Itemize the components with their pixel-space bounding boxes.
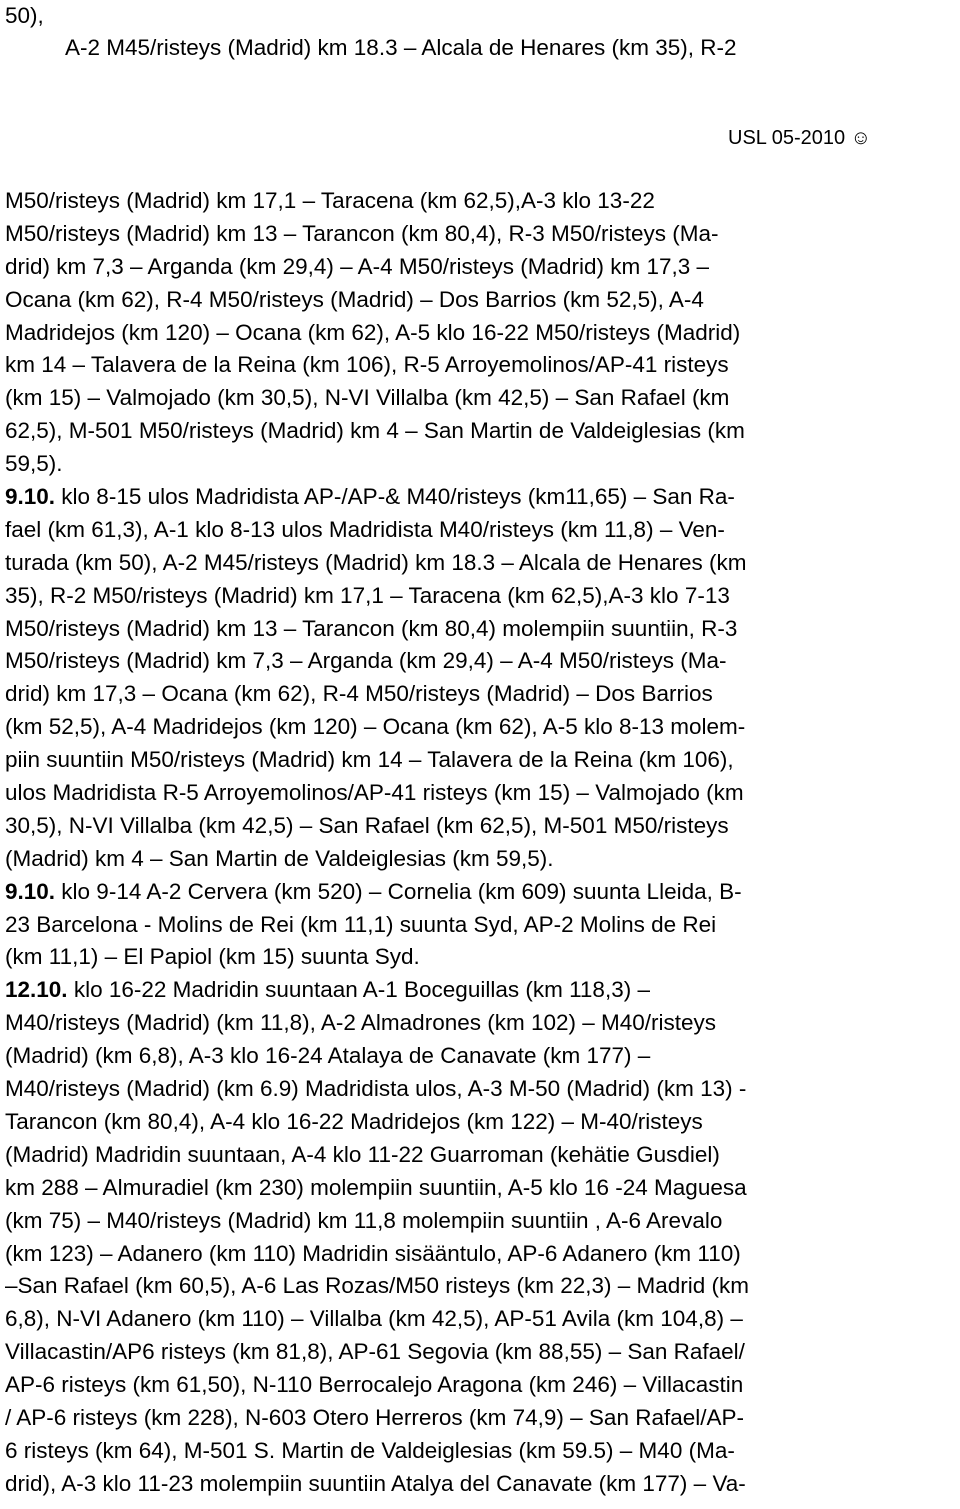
- text-line: Villacastin/AP6 risteys (km 81,8), AP-61 Segovia (km 88,55) – San Rafael/: [5, 1339, 745, 1365]
- text-line: drid), A-3 klo 11-23 molempiin suuntiin Atalya del Canavate (km 177) – Va-: [5, 1470, 746, 1496]
- text-line: 6,8), N-VI Adanero (km 110) – Villalba (km 42,5), AP-51 Avila (km 104,8) –: [5, 1306, 743, 1332]
- text-line: fael (km 61,3), A-1 klo 8-13 ulos Madridista M40/risteys (km 11,8) – Ven-: [5, 516, 725, 542]
- date-marker: 9.10.: [5, 484, 56, 510]
- text-line: AP-6 risteys (km 61,50), N-110 Berrocalejo Aragona (km 246) – Villacastin: [5, 1372, 744, 1398]
- text-line: M50/risteys (Madrid) km 13 – Tarancon (km 80,4) molempiin suuntiin, R-3: [5, 615, 738, 641]
- text-line: drid) km 7,3 – Arganda (km 29,4) – A-4 M50/risteys (Madrid) km 17,3 –: [5, 253, 710, 279]
- text-line: 59,5).: [5, 451, 63, 477]
- text-line: km 288 – Almuradiel (km 230) molempiin suuntiin, A-5 klo 16 -24 Maguesa: [5, 1174, 747, 1200]
- text-line: Ocana (km 62), R-4 M50/risteys (Madrid) – Dos Barrios (km 52,5), A-4: [5, 286, 704, 312]
- text-line: 9.10. klo 9-14 A-2 Cervera (km 520) – Cornelia (km 609) suunta Lleida, B-: [5, 878, 742, 904]
- text-line: 30,5), N-VI Villalba (km 42,5) – San Rafael (km 62,5), M-501 M50/risteys: [5, 812, 729, 838]
- text-line: (Madrid) (km 6,8), A-3 klo 16-24 Atalaya de Canavate (km 177) –: [5, 1043, 651, 1069]
- text-line: 6 risteys (km 64), M-501 S. Martin de Valdeiglesias (km 59.5) – M40 (Ma-: [5, 1437, 735, 1463]
- document-body: [5, 185, 955, 1501]
- fragment-line-2: A-2 M45/risteys (Madrid) km 18.3 – Alcala de Henares (km 35), R-2: [65, 35, 737, 60]
- text-line: (km 15) – Valmojado (km 30,5), N-VI Villalba (km 42,5) – San Rafael (km: [5, 385, 730, 411]
- text-line: (Madrid) km 4 – San Martin de Valdeiglesias (km 59,5).: [5, 845, 554, 871]
- text-line: (km 75) – M40/risteys (Madrid) km 11,8 molempiin suuntiin , A-6 Arevalo: [5, 1207, 723, 1233]
- text-line: 12.10. klo 16-22 Madridin suuntaan A-1 Boceguillas (km 118,3) –: [5, 977, 650, 1003]
- text-line: 9.10. klo 8-15 ulos Madridista AP-/AP-& M40/risteys (km11,65) – San Ra-: [5, 484, 735, 510]
- text-line: km 14 – Talavera de la Reina (km 106), R-5 Arroyemolinos/AP-41 risteys: [5, 352, 729, 378]
- text-line: Madridejos (km 120) – Ocana (km 62), A-5 klo 16-22 M50/risteys (Madrid): [5, 319, 741, 345]
- fragment-line-1: 50),: [5, 3, 44, 28]
- text-line: ulos Madridista R-5 Arroyemolinos/AP-41 risteys (km 15) – Valmojado (km: [5, 780, 744, 806]
- text-line: (km 52,5), A-4 Madridejos (km 120) – Ocana (km 62), A-5 klo 8-13 molem-: [5, 714, 746, 740]
- text-line: turada (km 50), A-2 M45/risteys (Madrid) km 18.3 – Alcala de Henares (km: [5, 549, 747, 575]
- text-line: –San Rafael (km 60,5), A-6 Las Rozas/M50 risteys (km 22,3) – Madrid (km: [5, 1273, 750, 1299]
- text-line: M50/risteys (Madrid) km 7,3 – Arganda (km 29,4) – A-4 M50/risteys (Ma-: [5, 648, 727, 674]
- text-line: 62,5), M-501 M50/risteys (Madrid) km 4 – San Martin de Valdeiglesias (km: [5, 418, 745, 444]
- text-line: piin suuntiin M50/risteys (Madrid) km 14 – Talavera de la Reina (km 106),: [5, 747, 734, 773]
- text-line: 35), R-2 M50/risteys (Madrid) km 17,1 – Taracena (km 62,5),A-3 klo 7-13: [5, 582, 730, 608]
- page-footer: USL 05-2010 ☺: [728, 127, 872, 149]
- text-line: Tarancon (km 80,4), A-4 klo 16-22 Madridejos (km 122) – M-40/risteys: [5, 1108, 703, 1134]
- text-line: (km 123) – Adanero (km 110) Madridin sisääntulo, AP-6 Adanero (km 110): [5, 1240, 741, 1266]
- text-line: / AP-6 risteys (km 228), N-603 Otero Herreros (km 74,9) – San Rafael/AP-: [5, 1404, 745, 1430]
- date-marker: 12.10.: [5, 977, 68, 1003]
- date-marker: 9.10.: [5, 878, 56, 904]
- previous-page-fragment: [0, 0, 960, 80]
- text-line: (Madrid) Madridin suuntaan, A-4 klo 11-22 Guarroman (kehätie Gusdiel): [5, 1141, 720, 1167]
- text-line: M40/risteys (Madrid) (km 6.9) Madridista ulos, A-3 M-50 (Madrid) (km 13) -: [5, 1076, 747, 1102]
- text-line: M50/risteys (Madrid) km 13 – Tarancon (km 80,4), R-3 M50/risteys (Ma-: [5, 220, 719, 246]
- text-line: (km 11,1) – El Papiol (km 15) suunta Syd.: [5, 944, 420, 970]
- text-line: 23 Barcelona - Molins de Rei (km 11,1) suunta Syd, AP-2 Molins de Rei: [5, 911, 717, 937]
- text-line: drid) km 17,3 – Ocana (km 62), R-4 M50/risteys (Madrid) – Dos Barrios: [5, 681, 713, 707]
- text-line: M40/risteys (Madrid) (km 11,8), A-2 Almadrones (km 102) – M40/risteys: [5, 1010, 717, 1036]
- text-line: M50/risteys (Madrid) km 17,1 – Taracena (km 62,5),A-3 klo 13-22: [5, 188, 655, 213]
